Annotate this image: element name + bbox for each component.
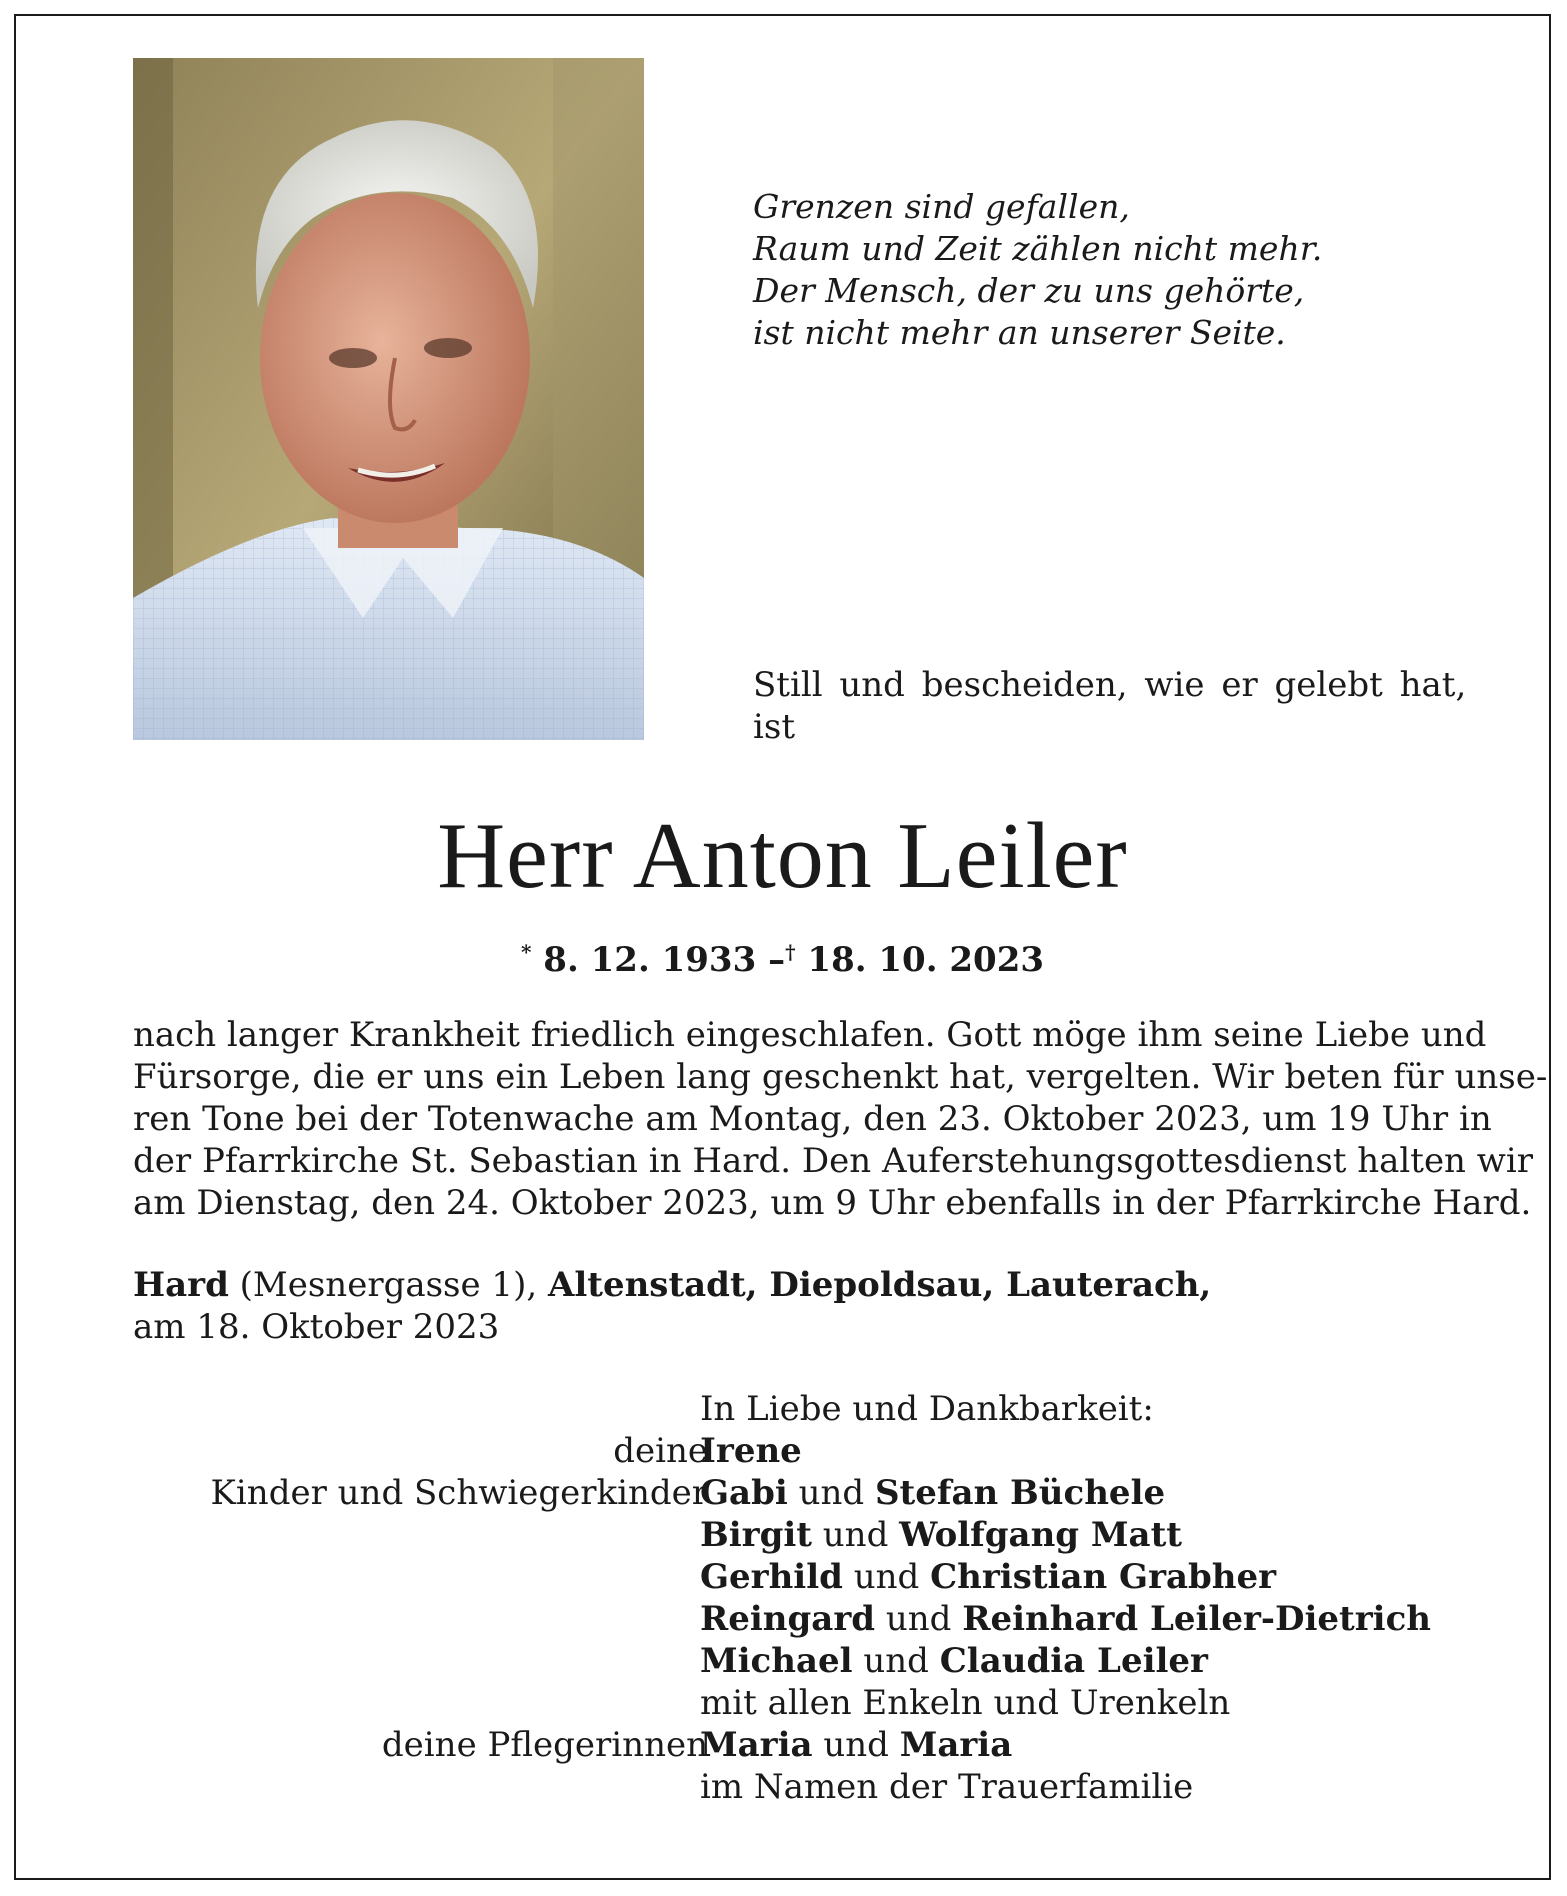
mourner-row [16,1556,1553,1598]
death-symbol: † [785,940,796,964]
announcement-line: ren Tone bei der Totenwache am Montag, den 23. Oktober 2023, um 19 Uhr in [133,1099,1492,1139]
mourner-row [16,1766,1553,1808]
mourner-couple: Gerhild und Christian Grabher [700,1557,1277,1597]
life-dates [16,932,1549,980]
mourner-couple: Gabi und Stefan Büchele [700,1473,1166,1513]
intro-text [753,664,1467,748]
place-line [133,1264,1453,1306]
place-and-date [133,1264,1453,1348]
mourner-row [16,1514,1553,1556]
closing-line: im Namen der Trauerfamilie [700,1767,1194,1807]
mourner-row [16,1640,1553,1682]
birth-symbol: * [520,940,532,964]
announcement-line: Fürsorge, die er uns ein Leben lang geschenkt hat, vergelten. Wir beten für unse- [133,1057,1548,1097]
poem-line: Der Mensch, der zu uns gehörte, [753,271,1305,310]
mourner-row [16,1598,1553,1640]
mourner-label: deine Pflegerinnen [381,1725,708,1765]
poem-line: ist nicht mehr an unserer Seite. [753,313,1286,352]
intro-line: ist [753,707,795,747]
intro-line: Still und bescheiden, wie er gelebt hat, [753,665,1467,705]
mourner-couple: Birgit und Wolfgang Matt [700,1515,1182,1555]
announcement-line: am Dienstag, den 24. Oktober 2023, um 9 Uhr ebenfalls in der Pfarrkirche Hard. [133,1183,1532,1223]
date-line: am 18. Oktober 2023 [133,1307,500,1347]
mourners-heading: In Liebe und Dankbarkeit: [700,1389,1154,1429]
announcement-line: nach langer Krankheit friedlich eingeschlafen. Gott möge ihm seine Liebe und [133,1015,1487,1055]
portrait-photo [133,58,644,740]
mourner-row [16,1430,1553,1472]
poem-line: Raum und Zeit zählen nicht mehr. [753,229,1323,268]
mourner-label: deine [613,1431,708,1471]
mourner-label: Kinder und Schwiegerkinder [210,1473,708,1513]
other-towns: Altenstadt, Diepoldsau, Lauterach, [547,1265,1212,1305]
grandchildren-line: mit allen Enkeln und Urenkeln [700,1683,1231,1723]
mourner-couple: Reingard und Reinhard Leiler-Dietrich [700,1599,1432,1639]
mourner-carers: Maria und Maria [700,1725,1013,1765]
poem-line: Grenzen sind gefallen, [753,187,1130,226]
mourner-row [16,1682,1553,1724]
mourner-row [16,1472,1553,1514]
announcement-line: der Pfarrkirche St. Sebastian in Hard. Den Auferstehungsgottesdienst halten wir [133,1141,1533,1181]
address: (Mesnergasse 1), [239,1265,538,1305]
birth-date: 8. 12. 1933 [543,940,757,980]
mourner-couple: Michael und Claudia Leiler [700,1641,1208,1681]
mourner-row [16,1724,1553,1766]
mourners-heading-row [16,1388,1553,1430]
mourners-list [16,1388,1553,1808]
announcement-text [133,1014,1548,1224]
dates-dash: – [768,940,786,980]
town-name: Hard [133,1265,229,1305]
death-date: 18. 10. 2023 [807,940,1045,980]
poem [753,186,1403,354]
obituary-page [14,14,1551,1880]
deceased-name: Herr Anton Leiler [437,804,1128,908]
mourner-name: Irene [700,1431,802,1471]
